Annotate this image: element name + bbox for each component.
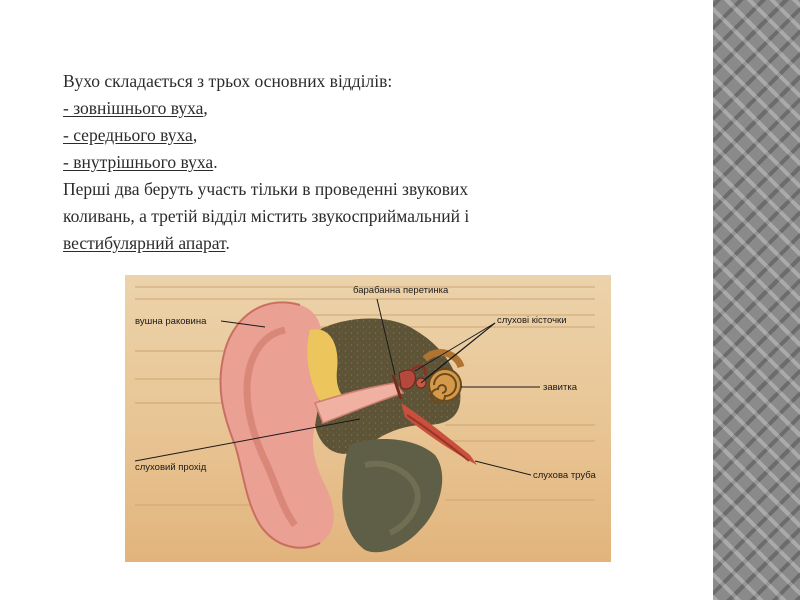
ear-diagram xyxy=(125,275,611,562)
decorative-side-strip xyxy=(713,0,800,600)
part-middle-ear: - середнього вуха, xyxy=(63,125,198,145)
label-cochlea: завитка xyxy=(543,382,577,393)
intro-line: Вухо складається з трьох основних відділів: xyxy=(63,71,393,91)
part-inner-ear: - внутрішнього вуха. xyxy=(63,152,218,172)
label-eustachian-tube: слухова труба xyxy=(533,470,596,481)
label-ear-canal: слуховий прохід xyxy=(135,462,207,473)
label-auricle: вушна раковина xyxy=(135,316,207,327)
paragraph-line-3: вестибулярний апарат. xyxy=(63,233,230,253)
part-outer-ear: - зовнішнього вуха, xyxy=(63,98,208,118)
label-ossicles: слухові кісточки xyxy=(497,315,567,326)
part-outer-ear-link[interactable]: - зовнішнього вуха xyxy=(63,98,204,118)
part-middle-ear-link[interactable]: - середнього вуха xyxy=(63,125,193,145)
paragraph-line-1: Перші два беруть участь тільки в проведенні звукових xyxy=(63,179,469,199)
slide-text xyxy=(63,68,603,257)
part-inner-ear-link[interactable]: - внутрішнього вуха xyxy=(63,152,214,172)
label-eardrum: барабанна перетинка xyxy=(353,285,449,296)
paragraph-line-2: коливань, а третій відділ містить звукосприймальний і xyxy=(63,206,470,226)
vestibular-link[interactable]: вестибулярний апарат xyxy=(63,233,226,253)
ear-diagram-svg xyxy=(125,275,611,562)
